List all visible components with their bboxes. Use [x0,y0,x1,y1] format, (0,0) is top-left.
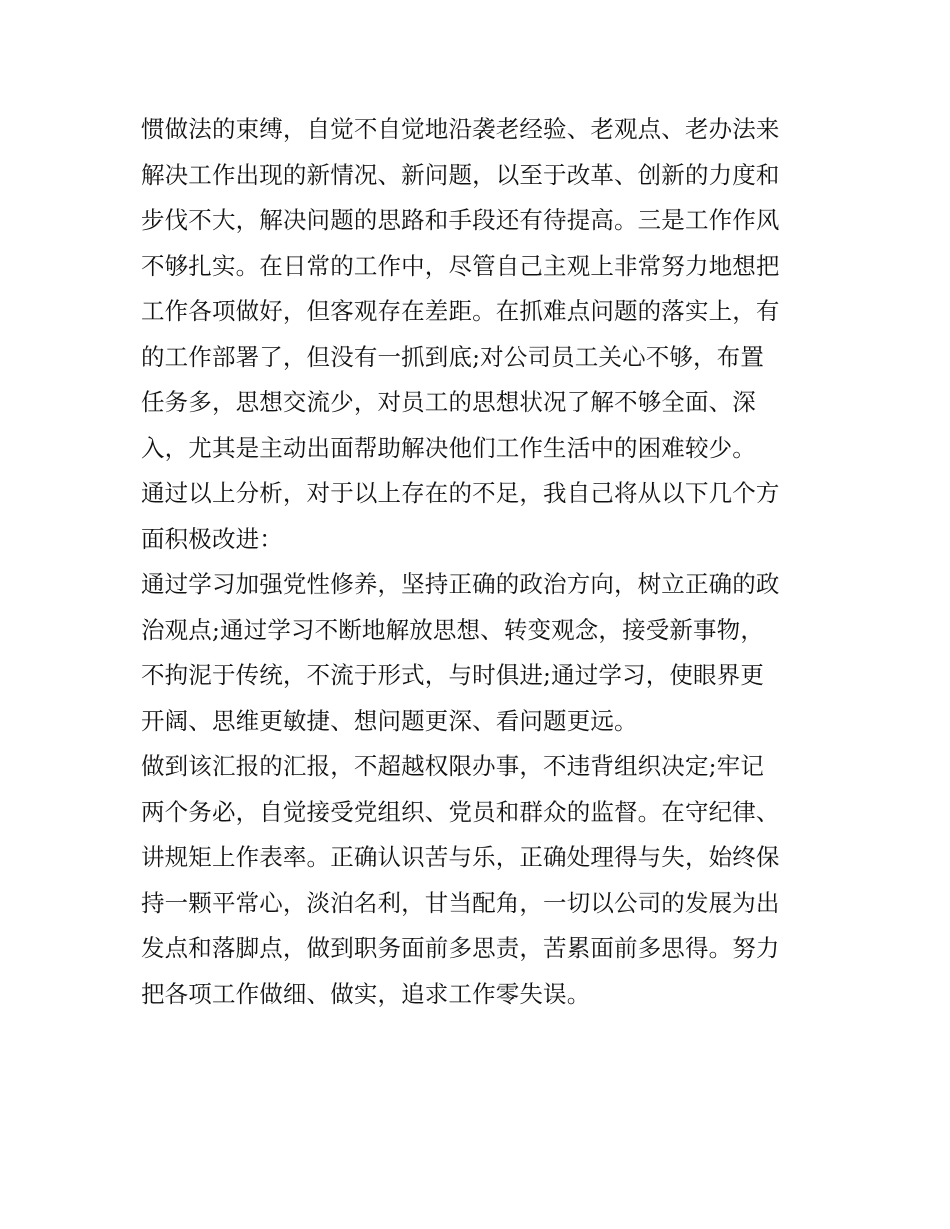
text-line: 发点和落脚点，做到职务面前多思责，苦累面前多思得。努力 [141,934,780,962]
text-line: 任务多，思想交流少，对员工的思想状况了解不够全面、深 [141,388,756,416]
text-line: 两个务必，自觉接受党组织、党员和群众的监督。在守纪律、 [141,797,780,826]
text-line: 不拘泥于传统，不流于形式，与时俱进;通过学习，使眼界更 [141,661,764,689]
text-line: 通过以上分析，对于以上存在的不足，我自己将从以下几个方 [141,479,780,507]
text-line: 解决工作出现的新情况、新问题，以至于改革、创新的力度和 [141,160,780,189]
text-line: 的工作部署了，但没有一抓到底;对公司员工关心不够，布置 [141,342,764,371]
text-line: 把各项工作做细、做实，追求工作零失误。 [141,979,591,1008]
text-line: 治观点;通过学习不断地解放思想、转变观念，接受新事物， [141,615,764,644]
text-line: 入，尤其是主动出面帮助解决他们工作生活中的困难较少。 [141,433,756,462]
text-line: 步伐不大，解决问题的思路和手段还有待提高。三是工作作风 [141,206,780,234]
text-line: 持一颗平常心，淡泊名利，甘当配角，一切以公司的发展为出 [141,888,780,917]
text-line: 开阔、思维更敏捷、想问题更深、看问题更远。 [141,706,638,735]
document-body [141,107,821,1017]
text-line: 工作各项做好，但客观存在差距。在抓难点问题的落实上，有 [141,297,780,325]
text-line: 讲规矩上作表率。正确认识苦与乐，正确处理得与失，始终保 [141,843,780,871]
text-line: 不够扎实。在日常的工作中，尽管自己主观上非常努力地想把 [141,251,780,280]
text-line: 惯做法的束缚，自觉不自觉地沿袭老经验、老观点、老办法来 [141,115,780,143]
text-line: 面积极改进： [141,524,283,553]
text-line: 做到该汇报的汇报，不超越权限办事，不违背组织决定;牢记 [141,752,764,780]
text-line: 通过学习加强党性修养，坚持正确的政治方向，树立正确的政 [141,570,780,598]
